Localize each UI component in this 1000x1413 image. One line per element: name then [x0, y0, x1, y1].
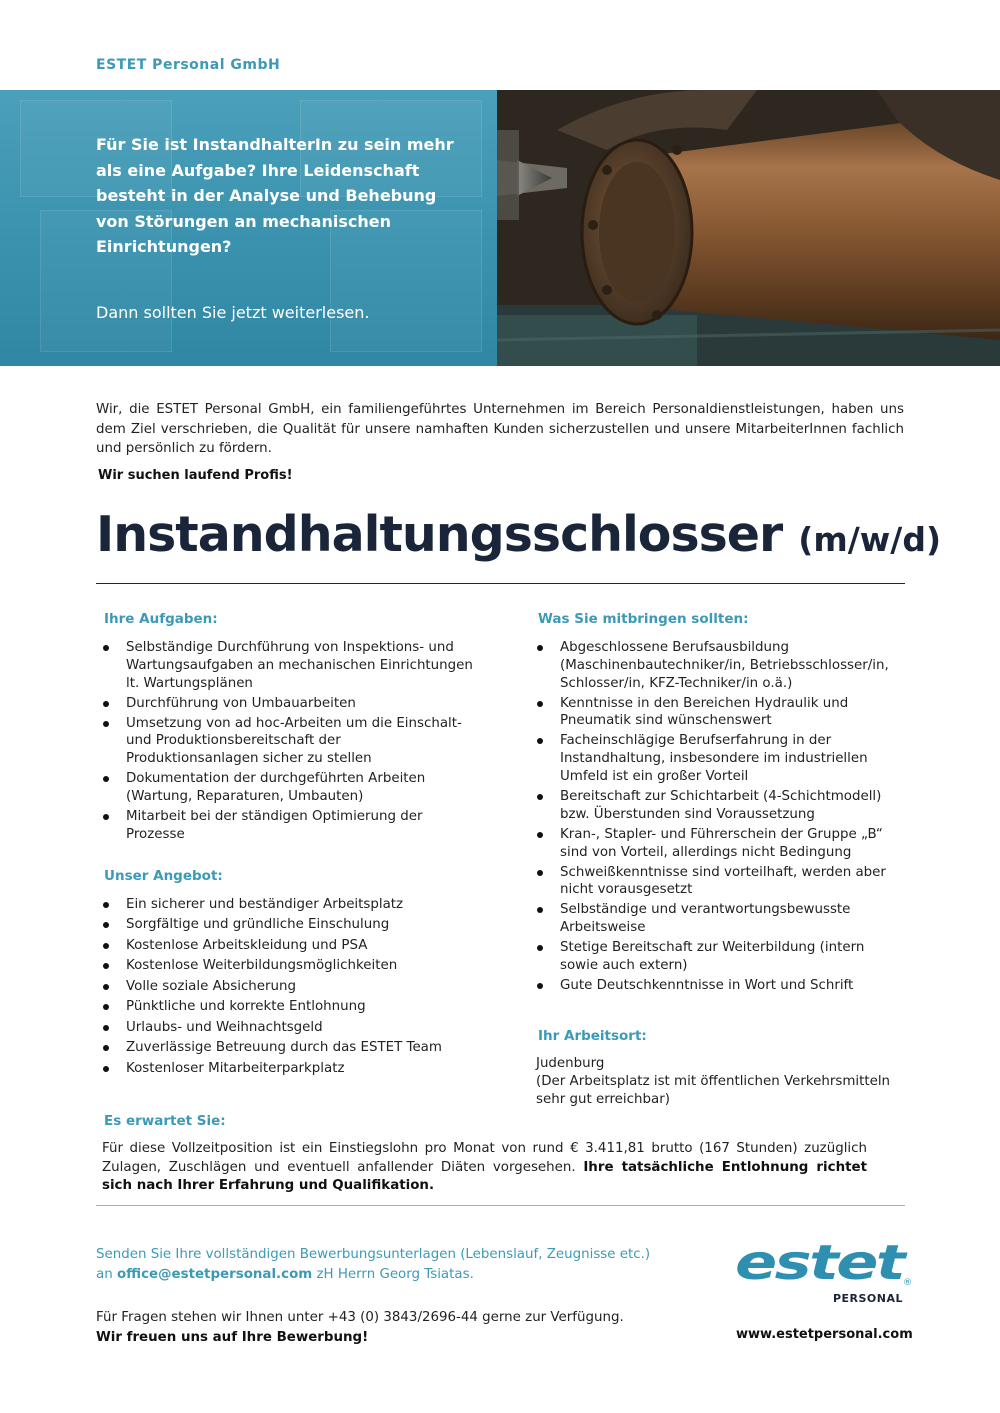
phone-line: Für Fragen stehen wir Ihnen unter +43 (0) 3843/2696-44 gerne zur Verfügung. [96, 1310, 624, 1325]
logo-registered: ® [903, 1278, 912, 1288]
list-item: Ein sicherer und beständiger Arbeitsplatz [97, 896, 497, 914]
contact-line: Senden Sie Ihre vollständigen Bewerbungsunterlagen (Lebenslauf, Zeugnisse etc.) [96, 1247, 651, 1262]
intro-paragraph: Wir, die ESTET Personal GmbH, ein familiengeführtes Unternehmen im Bereich Personaldienstleistungen, haben uns dem Ziel verschrieben, die Qualität für unsere namhaften Kunden sicherzustellen und unsere MitarbeiterInnen fachlich und persönlich zu fördern. [96, 402, 904, 456]
list-item: Abgeschlossene Berufsausbildung (Maschinenbautechniker/in, Betriebsschlosser/in, Schlosser/in, KFZ-Techniker/in o.ä.) [531, 639, 906, 692]
list-item: Selbständige Durchführung von Inspektions- und Wartungsaufgaben an mechanischen Einrichtungen lt. Wartungsplänen [97, 639, 477, 692]
list-item: Gute Deutschkenntnisse in Wort und Schrift [531, 977, 906, 995]
list-item: Selbständige und verantwortungsbewusste Arbeitsweise [531, 901, 906, 937]
list-item: Volle soziale Absicherung [97, 978, 497, 996]
list-item: Bereitschaft zur Schichtarbeit (4-Schichtmodell) bzw. Überstunden sind Voraussetzung [531, 788, 906, 824]
questions-block [96, 1308, 624, 1347]
website-link[interactable]: www.estetpersonal.com [736, 1327, 913, 1342]
requirements-list [531, 639, 906, 997]
list-item: Zuverlässige Betreuung durch das ESTET Team [97, 1039, 497, 1057]
closing-line: Wir freuen uns auf Ihre Bewerbung! [96, 1329, 369, 1345]
list-item: Kostenlose Arbeitskleidung und PSA [97, 937, 497, 955]
list-item: Dokumentation der durchgeführten Arbeiten (Wartung, Reparaturen, Umbauten) [97, 770, 477, 806]
wage-note-bold: Ihre tatsächliche Entlohnung richtet sich nach Ihrer Erfahrung und Qualifikation. [102, 1159, 867, 1193]
contact-prefix: an [96, 1266, 113, 1282]
logo-wordmark: estet [735, 1235, 909, 1291]
hero-headline: Für Sie ist InstandhalterIn zu sein mehr als eine Aufgabe? Ihre Leidenschaft besteht in der Analyse und Behebung von Störungen an mechanischen Einrichtungen? [96, 135, 454, 256]
logo-subline: PERSONAL [832, 1292, 903, 1305]
job-title [96, 506, 941, 563]
list-item: Stetige Bereitschaft zur Weiterbildung (intern sowie auch extern) [531, 939, 906, 975]
wage-paragraph [102, 1140, 867, 1196]
workplace-note: (Der Arbeitsplatz ist mit öffentlichen Verkehrsmitteln sehr gut erreichbar) [536, 1074, 891, 1107]
list-item: Durchführung von Umbauarbeiten [97, 695, 477, 713]
offer-heading: Unser Angebot: [104, 868, 223, 884]
list-item: Facheinschlägige Berufserfahrung in der Instandhaltung, insbesondere im industriellen Umfeld ist ein großer Vorteil [531, 732, 906, 785]
list-item: Urlaubs- und Weihnachtsgeld [97, 1019, 497, 1037]
list-item: Mitarbeit bei der ständigen Optimierung der Prozesse [97, 808, 477, 844]
email-link[interactable]: office@estetpersonal.com [116, 1266, 313, 1282]
tasks-heading: Ihre Aufgaben: [104, 611, 218, 627]
list-item: Sorgfältige und gründliche Einschulung [97, 916, 497, 934]
contact-block [96, 1245, 650, 1284]
offer-list [97, 896, 497, 1080]
job-title-suffix: (m/w/d) [798, 520, 942, 559]
contact-person: zH Herrn Georg Tsiatas. [316, 1266, 474, 1282]
logo-graphic [733, 1233, 913, 1308]
workplace-heading: Ihr Arbeitsort: [538, 1028, 647, 1044]
hero-photo-machinery [497, 90, 1000, 366]
list-item: Schweißkenntnisse sind vorteilhaft, werden aber nicht vorausgesetzt [531, 864, 906, 900]
job-title-text: Instandhaltungsschlosser [96, 506, 783, 563]
hero-subline: Dann sollten Sie jetzt weiterlesen. [96, 303, 370, 322]
wage-text: Für diese Vollzeitposition ist ein Einstiegslohn pro Monat von rund € 3.411,81 brutto (167 Stunden) zuzüglich Zulagen, Zuschlägen und eventuell anfallender Diäten vorgesehen. [102, 1141, 867, 1175]
company-name-top: ESTET Personal GmbH [96, 57, 281, 73]
title-divider [96, 583, 905, 584]
footer-divider [96, 1205, 905, 1206]
list-item: Kenntnisse in den Bereichen Hydraulik und Pneumatik sind wünschenswert [531, 695, 906, 731]
hero-machinery-illustration [497, 90, 1000, 366]
estet-logo [733, 1233, 913, 1308]
intro-tagline: Wir suchen laufend Profis! [98, 468, 293, 483]
tasks-list [97, 639, 477, 846]
list-item: Kran-, Stapler- und Führerschein der Gruppe „B“ sind von Vorteil, allerdings nicht Bedingung [531, 826, 906, 862]
requirements-heading: Was Sie mitbringen sollten: [538, 611, 749, 627]
list-item: Kostenloser Mitarbeiterparkplatz [97, 1060, 497, 1078]
list-item: Pünktliche und korrekte Entlohnung [97, 998, 497, 1016]
list-item: Umsetzung von ad hoc-Arbeiten um die Einschalt- und Produktionsbereitschaft der Produktionsanlagen sicher zu stellen [97, 715, 477, 768]
expect-heading: Es erwartet Sie: [104, 1113, 226, 1129]
workplace-city: Judenburg [536, 1056, 605, 1071]
list-item: Kostenlose Weiterbildungsmöglichkeiten [97, 957, 497, 975]
